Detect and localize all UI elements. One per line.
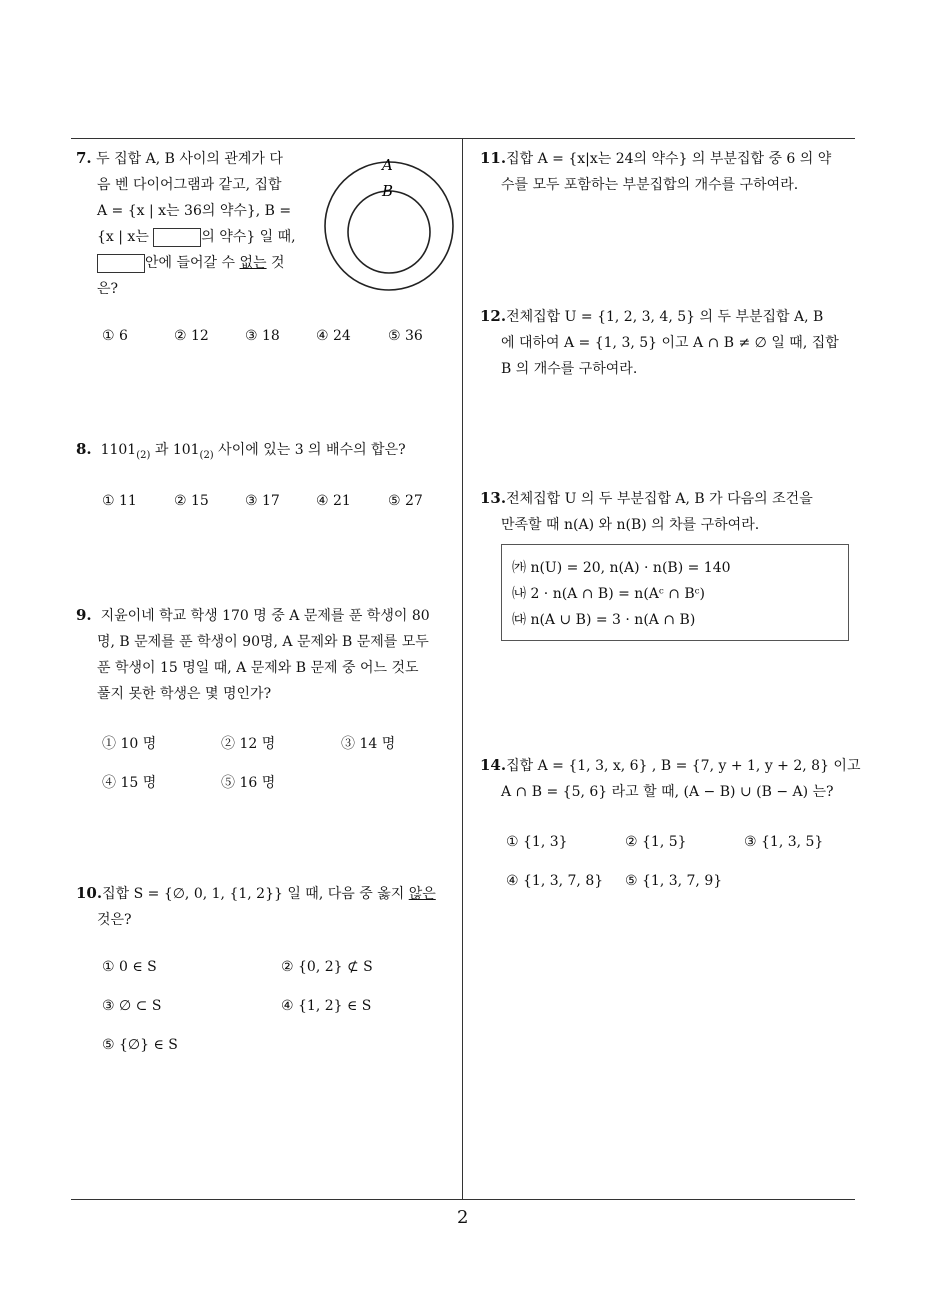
question-text-line: 두 집합 A, B 사이의 관계가 다 <box>96 151 283 167</box>
question-text-line: 안에 들어갈 수 <box>145 255 240 271</box>
question-text-line: 음 벤 다이어그램과 같고, 집합 <box>97 177 282 193</box>
question-text-line: 것 <box>266 255 285 271</box>
page-number: 2 <box>457 1207 469 1228</box>
condition-b: ㈏ 2 · n(A ∩ B) = n(Aᶜ ∩ Bᶜ) <box>512 586 705 602</box>
choice[interactable]: ② {1, 5} <box>625 834 687 850</box>
question-text-line: 명, B 문제를 푼 학생이 90명, A 문제와 B 문제를 모두 <box>97 634 429 650</box>
question-text-line: 수를 모두 포함하는 부분집합의 개수를 구하여라. <box>501 177 799 193</box>
question-number: 12. <box>480 307 507 325</box>
question-text-line: 만족할 때 n(A) 와 n(B) 의 차를 구하여라. <box>501 517 760 533</box>
question-text-line: 지윤이네 학교 학생 170 명 중 A 문제를 푼 학생이 80 <box>100 608 430 624</box>
choice[interactable]: ⑤ 16 명 <box>221 775 276 791</box>
choice[interactable]: ③ {1, 3, 5} <box>744 834 824 850</box>
choice[interactable]: ④ 15 명 <box>102 775 157 791</box>
choice[interactable]: ① {1, 3} <box>506 834 568 850</box>
subscript: (2) <box>136 449 151 461</box>
venn-label-a: A <box>382 156 393 174</box>
question-13 <box>480 485 860 538</box>
question-text-line: 전체집합 U 의 두 부분집합 A, B 가 다음의 조건을 <box>506 491 813 507</box>
question-14 <box>480 752 860 805</box>
question-text-line: B 의 개수를 구하여라. <box>501 361 638 377</box>
question-9 <box>76 602 458 707</box>
question-text-line: 과 101 <box>150 442 200 458</box>
question-number: 7. <box>76 149 92 167</box>
question-number: 11. <box>480 149 507 167</box>
choice[interactable]: ② 12 명 <box>221 736 276 752</box>
choice[interactable]: ④ {1, 3, 7, 8} <box>506 873 604 889</box>
question-7 <box>76 145 316 302</box>
question-text-line: 집합 A = {1, 3, x, 6} , B = {7, y + 1, y + 2, 8} 이고 <box>506 758 861 774</box>
condition-a: ㈎ n(U) = 20, n(A) · n(B) = 140 <box>512 560 731 576</box>
choice[interactable]: ① 11 <box>102 493 137 509</box>
question-8 <box>76 436 406 469</box>
underlined-word: 않은 <box>408 886 436 902</box>
subscript: (2) <box>199 449 214 461</box>
bottom-rule <box>71 1199 855 1200</box>
choice[interactable]: ④ {1, 2} ∈ S <box>281 998 372 1014</box>
q14-choices <box>506 834 846 894</box>
choice[interactable]: ① 10 명 <box>102 736 157 752</box>
question-number: 9. <box>76 606 92 624</box>
choice[interactable]: ② {0, 2} ⊄ S <box>281 959 373 975</box>
choice[interactable]: ① 0 ∈ S <box>102 959 157 975</box>
choice[interactable]: ③ 14 명 <box>341 736 396 752</box>
question-text-line: 풀지 못한 학생은 몇 명인가? <box>97 686 272 702</box>
question-text-line: 에 대하여 A = {1, 3, 5} 이고 A ∩ B ≠ ∅ 일 때, 집합 <box>501 335 839 351</box>
condition-c: ㈐ n(A ∪ B) = 3 · n(A ∩ B) <box>512 612 696 628</box>
question-text-line: 사이에 있는 3 의 배수의 합은? <box>213 442 406 458</box>
underlined-word: 없는 <box>239 255 267 271</box>
choice[interactable]: ③ 18 <box>245 328 280 344</box>
choice[interactable]: ⑤ {1, 3, 7, 9} <box>625 873 723 889</box>
question-text-line: 의 약수} 일 때, <box>201 229 296 245</box>
question-text-line: 은? <box>97 281 119 297</box>
choice[interactable]: ⑤ 27 <box>388 493 423 509</box>
choice[interactable]: ⑤ 36 <box>388 328 423 344</box>
choice[interactable]: ③ ∅ ⊂ S <box>102 998 162 1014</box>
question-text-line: 집합 A = {x|x는 24의 약수} 의 부분집합 중 6 의 약 <box>506 151 832 167</box>
choice[interactable]: ⑤ {∅} ∈ S <box>102 1037 178 1053</box>
question-11 <box>480 145 860 198</box>
choice[interactable]: ② 12 <box>174 328 209 344</box>
q9-choices <box>102 733 442 793</box>
question-text-line: 전체집합 U = {1, 2, 3, 4, 5} 의 두 부분집합 A, B <box>506 309 824 325</box>
question-10 <box>76 880 458 933</box>
question-text-line: 푼 학생이 15 명일 때, A 문제와 B 문제 중 어느 것도 <box>97 660 419 676</box>
blank-box <box>97 254 145 273</box>
question-number: 14. <box>480 756 507 774</box>
venn-diagram <box>318 150 460 292</box>
question-number: 10. <box>76 884 103 902</box>
q10-choices <box>102 959 442 1059</box>
blank-box <box>153 228 201 247</box>
column-divider <box>462 138 463 1200</box>
choice[interactable]: ② 15 <box>174 493 209 509</box>
number-binary: 1101 <box>100 442 137 458</box>
choice[interactable]: ① 6 <box>102 328 128 344</box>
choice[interactable]: ④ 21 <box>316 493 351 509</box>
venn-inner-circle <box>348 191 430 273</box>
question-number: 13. <box>480 489 507 507</box>
question-text-line: A ∩ B = {5, 6} 라고 할 때, (A − B) ∪ (B − A) 는? <box>501 784 834 800</box>
question-number: 8. <box>76 440 92 458</box>
question-12 <box>480 303 860 382</box>
choice[interactable]: ④ 24 <box>316 328 351 344</box>
conditions-box <box>501 544 849 641</box>
choice[interactable]: ③ 17 <box>245 493 280 509</box>
question-text-line: 집합 S = {∅, 0, 1, {1, 2}} 일 때, 다음 중 옳지 <box>102 886 409 902</box>
question-text-line: {x | x는 <box>97 229 154 245</box>
question-text-line: 것은? <box>97 912 132 928</box>
top-rule <box>71 138 855 139</box>
question-text-line: A = {x | x는 36의 약수}, B = <box>97 203 292 219</box>
venn-label-b: B <box>382 182 394 200</box>
